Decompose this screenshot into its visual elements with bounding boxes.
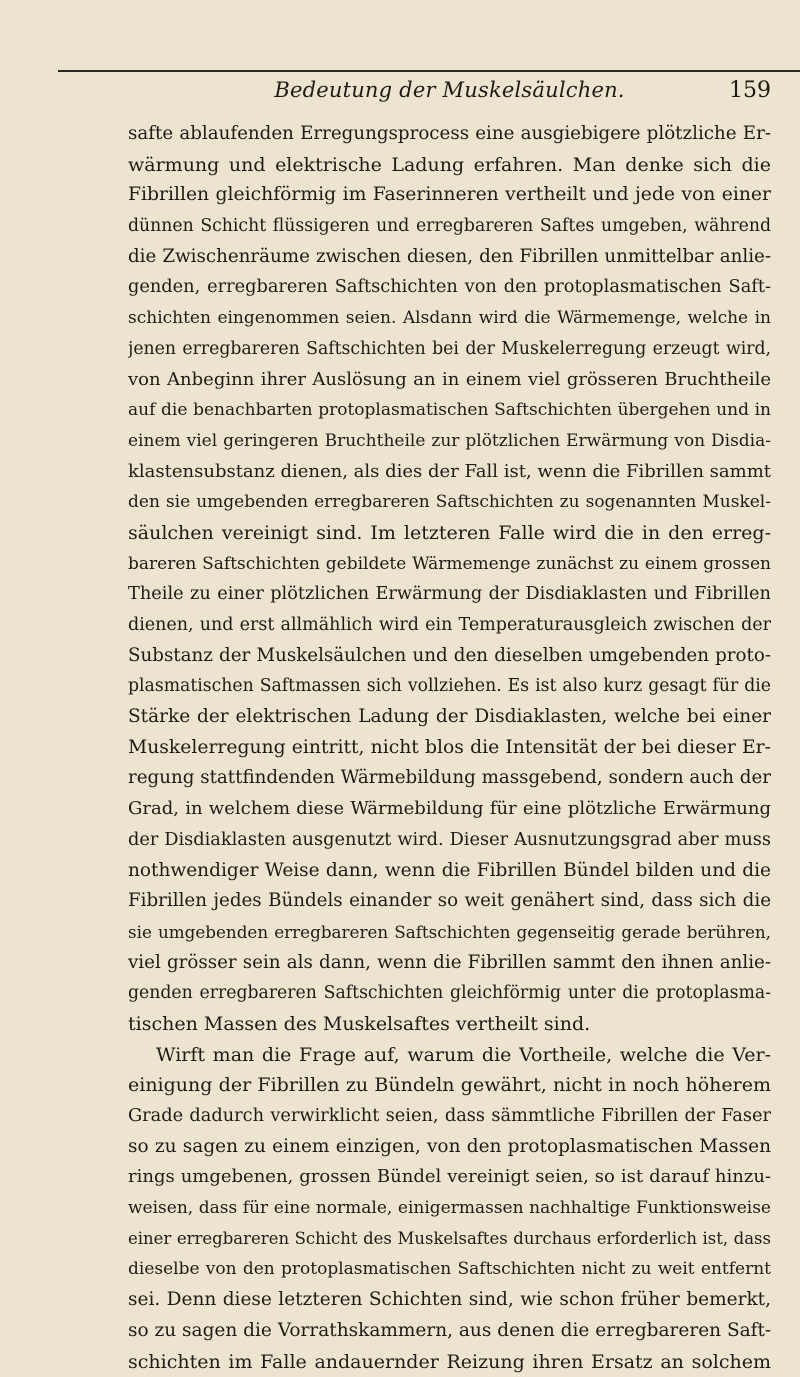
- body-text: [128, 119, 771, 1377]
- text-line: Stärke der elektrischen Ladung der Disdiaklasten, welche bei einer: [128, 702, 771, 733]
- text-line: sie umgebenden erregbareren Saftschichten gegenseitig gerade berühren,: [128, 917, 771, 948]
- text-line: sei. Denn diese letzteren Schichten sind, wie schon früher bemerkt,: [128, 1285, 771, 1316]
- text-line: bareren Saftschichten gebildete Wärmemenge zunächst zu einem grossen: [128, 549, 771, 580]
- text-line: genden, erregbareren Saftschichten von den protoplasmatischen Saft-: [128, 272, 771, 303]
- text-line: safte ablaufenden Erregungsprocess eine ausgiebigere plötzliche Er-: [128, 119, 771, 150]
- text-line: die Zwischenräume zwischen diesen, den Fibrillen unmittelbar anlie-: [128, 242, 771, 273]
- text-line: nothwendiger Weise dann, wenn die Fibrillen Bündel bilden und die: [128, 856, 771, 887]
- text-line: klastensubstanz dienen, als dies der Fall ist, wenn die Fibrillen sammt: [128, 457, 771, 488]
- text-line: Grad, in welchem diese Wärmebildung für eine plötzliche Erwärmung: [128, 794, 771, 825]
- top-rule: [58, 70, 800, 72]
- text-line: dieselbe von den protoplasmatischen Saftschichten nicht zu weit entfernt: [128, 1254, 771, 1285]
- text-line: plasmatischen Saftmassen sich vollziehen. Es ist also kurz gesagt für die: [128, 671, 771, 702]
- text-line: so zu sagen zu einem einzigen, von den protoplasmatischen Massen: [128, 1132, 771, 1163]
- text-line: jenen erregbareren Saftschichten bei der Muskelerregung erzeugt wird,: [128, 334, 771, 365]
- text-line: wärmung und elektrische Ladung erfahren. Man denke sich die: [128, 150, 771, 181]
- text-line: dünnen Schicht flüssigeren und erregbareren Saftes umgeben, während: [128, 211, 771, 242]
- text-line: säulchen vereinigt sind. Im letzteren Falle wird die in den erreg-: [128, 518, 771, 549]
- text-line: einer erregbareren Schicht des Muskelsaftes durchaus erforderlich ist, dass: [128, 1224, 771, 1255]
- text-line: schichten eingenommen seien. Alsdann wird die Wärmemenge, welche in: [128, 303, 771, 334]
- text-line: dienen, und erst allmählich wird ein Temperaturausgleich zwischen der: [128, 610, 771, 641]
- page-header: [128, 76, 771, 112]
- running-title: Bedeutung der Muskelsäulchen.: [128, 78, 771, 102]
- text-line: den sie umgebenden erregbareren Saftschichten zu sogenannten Muskel-: [128, 487, 771, 518]
- text-line: einem viel geringeren Bruchtheile zur plötzlichen Erwärmung von Disdia-: [128, 426, 771, 457]
- text-line: Fibrillen jedes Bündels einander so weit genähert sind, dass sich die: [128, 886, 771, 917]
- text-line: einigung der Fibrillen zu Bündeln gewährt, nicht in noch höherem: [128, 1070, 771, 1101]
- text-line: weisen, dass für eine normale, einigermassen nachhaltige Funktionsweise: [128, 1193, 771, 1224]
- text-line: auf die benachbarten protoplasmatischen Saftschichten übergehen und in: [128, 395, 771, 426]
- page-number: 159: [729, 78, 771, 103]
- text-line: genden erregbareren Saftschichten gleichförmig unter die protoplasma-: [128, 978, 771, 1009]
- text-line: von Anbeginn ihrer Auslösung an in einem viel grösseren Bruchtheile: [128, 365, 771, 396]
- text-line: rings umgebenen, grossen Bündel vereinigt seien, so ist darauf hinzu-: [128, 1162, 771, 1193]
- text-line: Fibrillen gleichförmig im Faserinneren vertheilt und jede von einer: [128, 180, 771, 211]
- text-line: Substanz der Muskelsäulchen und den dieselben umgebenden proto-: [128, 641, 771, 672]
- text-line: viel grösser sein als dann, wenn die Fibrillen sammt den ihnen anlie-: [128, 948, 771, 979]
- text-line: tischen Massen des Muskelsaftes vertheilt sind.: [128, 1009, 771, 1040]
- text-line: so zu sagen die Vorrathskammern, aus denen die erregbareren Saft-: [128, 1316, 771, 1347]
- text-line: Wirft man die Frage auf, warum die Vortheile, welche die Ver-: [128, 1040, 771, 1071]
- text-line: der Disdiaklasten ausgenutzt wird. Dieser Ausnutzungsgrad aber muss: [128, 825, 771, 856]
- paragraph-2: [128, 1040, 771, 1377]
- text-line: Muskelerregung eintritt, nicht blos die Intensität der bei dieser Er-: [128, 733, 771, 764]
- text-line: regung stattfindenden Wärmebildung massgebend, sondern auch der: [128, 763, 771, 794]
- text-line: Theile zu einer plötzlichen Erwärmung der Disdiaklasten und Fibrillen: [128, 579, 771, 610]
- paragraph-1: [128, 119, 771, 1040]
- text-line: Grade dadurch verwirklicht seien, dass sämmtliche Fibrillen der Faser: [128, 1101, 771, 1132]
- text-line: schichten im Falle andauernder Reizung ihren Ersatz an solchem: [128, 1347, 771, 1377]
